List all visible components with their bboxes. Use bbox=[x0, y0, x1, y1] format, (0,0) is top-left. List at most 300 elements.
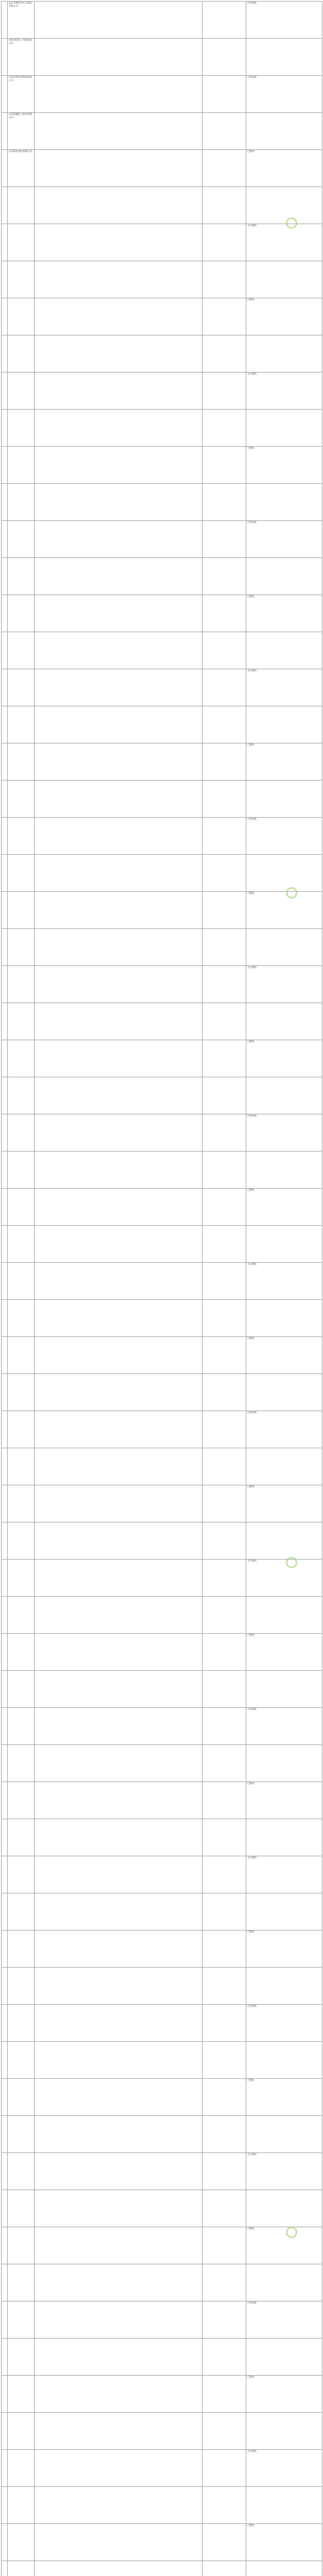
company-name bbox=[8, 1856, 35, 1893]
rectification-content bbox=[35, 595, 202, 632]
table-row bbox=[2, 447, 322, 484]
row-number bbox=[2, 447, 8, 484]
company-name bbox=[8, 372, 35, 410]
rectification-date bbox=[202, 2338, 246, 2376]
rectification-content bbox=[35, 892, 202, 929]
company-name bbox=[8, 1300, 35, 1337]
table-row bbox=[2, 2561, 322, 2576]
rectification-date bbox=[202, 781, 246, 818]
rectification-status bbox=[246, 113, 322, 150]
rectification-date bbox=[202, 372, 246, 410]
company-name bbox=[8, 224, 35, 261]
row-number bbox=[2, 2301, 8, 2338]
rectification-date bbox=[202, 706, 246, 743]
company-name bbox=[8, 2042, 35, 2079]
rectification-status: 已整改 bbox=[246, 892, 322, 929]
rectification-date bbox=[202, 2153, 246, 2190]
rectification-date bbox=[202, 1560, 246, 1597]
rectification-status: 已整改 bbox=[246, 2524, 322, 2561]
row-number bbox=[2, 595, 8, 632]
rectification-content bbox=[35, 1930, 202, 1968]
rectification-content bbox=[35, 1745, 202, 1782]
company-name bbox=[8, 2561, 35, 2576]
rectification-content bbox=[35, 1300, 202, 1337]
rectification-status: 已经验收 bbox=[246, 2005, 322, 2042]
table-row bbox=[2, 224, 322, 261]
company-name bbox=[8, 781, 35, 818]
row-number bbox=[2, 2450, 8, 2487]
rectification-status bbox=[246, 929, 322, 966]
row-number bbox=[2, 2264, 8, 2301]
table-row bbox=[2, 1819, 322, 1856]
rectification-date bbox=[202, 2264, 246, 2301]
table-row bbox=[2, 1782, 322, 1819]
rectification-status bbox=[246, 1819, 322, 1856]
rectification-date bbox=[202, 521, 246, 558]
rectification-status: 已经验收 bbox=[246, 1708, 322, 1745]
rectification-status bbox=[246, 2338, 322, 2376]
rectification-content bbox=[35, 1819, 202, 1856]
row-number bbox=[2, 1782, 8, 1819]
row-number bbox=[2, 1597, 8, 1634]
company-name bbox=[8, 1485, 35, 1522]
row-number bbox=[2, 335, 8, 372]
rectification-status: 已整改 bbox=[246, 1337, 322, 1374]
table-row bbox=[2, 855, 322, 892]
rectification-content bbox=[35, 1671, 202, 1708]
rectification-table bbox=[1, 1, 322, 2576]
rectification-status bbox=[246, 2116, 322, 2153]
rectification-content bbox=[35, 1856, 202, 1893]
row-number bbox=[2, 2413, 8, 2450]
company-name bbox=[8, 1522, 35, 1560]
rectification-content bbox=[35, 39, 202, 76]
row-number bbox=[2, 1151, 8, 1189]
rectification-content bbox=[35, 447, 202, 484]
table-row bbox=[2, 1560, 322, 1597]
company-name bbox=[8, 2227, 35, 2264]
rectification-date bbox=[202, 1374, 246, 1411]
rectification-date bbox=[202, 187, 246, 224]
rectification-date bbox=[202, 335, 246, 372]
rectification-status bbox=[246, 1374, 322, 1411]
row-number bbox=[2, 558, 8, 595]
table-row bbox=[2, 2413, 322, 2450]
company-name bbox=[8, 2487, 35, 2524]
row-number bbox=[2, 1671, 8, 1708]
rectification-date bbox=[202, 2301, 246, 2338]
rectification-content bbox=[35, 2153, 202, 2190]
row-number bbox=[2, 1968, 8, 2005]
table-row bbox=[2, 1040, 322, 1077]
table-row bbox=[2, 2, 322, 39]
rectification-content bbox=[35, 2079, 202, 2116]
row-number bbox=[2, 669, 8, 706]
rectification-status bbox=[246, 1226, 322, 1263]
watermark-logo bbox=[285, 2226, 321, 2240]
row-number bbox=[2, 1634, 8, 1671]
rectification-status: 已整改 bbox=[246, 298, 322, 335]
table-row bbox=[2, 39, 322, 76]
row-number bbox=[2, 150, 8, 187]
table-row bbox=[2, 2005, 322, 2042]
company-name bbox=[8, 1560, 35, 1597]
rectification-content bbox=[35, 521, 202, 558]
rectification-date bbox=[202, 1819, 246, 1856]
company-name: 山东东明石化集团有限公司 bbox=[8, 76, 35, 113]
company-name bbox=[8, 2376, 35, 2413]
row-number bbox=[2, 2005, 8, 2042]
table-row bbox=[2, 669, 322, 706]
company-name bbox=[8, 2079, 35, 2116]
rectification-status: 已整改 bbox=[246, 1189, 322, 1226]
company-name bbox=[8, 818, 35, 855]
company-name bbox=[8, 2005, 35, 2042]
rectification-status: 正在整改 bbox=[246, 1856, 322, 1893]
company-name bbox=[8, 1077, 35, 1114]
table-row bbox=[2, 1226, 322, 1263]
rectification-status bbox=[246, 781, 322, 818]
company-name bbox=[8, 1151, 35, 1189]
table-row bbox=[2, 2450, 322, 2487]
company-name bbox=[8, 892, 35, 929]
company-name bbox=[8, 187, 35, 224]
table-row bbox=[2, 113, 322, 150]
rectification-date bbox=[202, 76, 246, 113]
table-row bbox=[2, 76, 322, 113]
rectification-status bbox=[246, 1745, 322, 1782]
rectification-content bbox=[35, 2413, 202, 2450]
rectification-date bbox=[202, 1485, 246, 1522]
row-number bbox=[2, 1411, 8, 1448]
rectification-status bbox=[246, 2042, 322, 2079]
rectification-content bbox=[35, 2116, 202, 2153]
rectification-content bbox=[35, 1374, 202, 1411]
rectification-date bbox=[202, 1930, 246, 1968]
row-number bbox=[2, 1337, 8, 1374]
row-number bbox=[2, 632, 8, 669]
rectification-status: 已整改 bbox=[246, 2376, 322, 2413]
rectification-date bbox=[202, 2, 246, 39]
company-name bbox=[8, 1597, 35, 1634]
table-row bbox=[2, 1671, 322, 1708]
rectification-status: 已整改 bbox=[246, 150, 322, 187]
row-number bbox=[2, 929, 8, 966]
row-number bbox=[2, 2, 8, 39]
rectification-content bbox=[35, 2450, 202, 2487]
table-row bbox=[2, 1893, 322, 1930]
table-row bbox=[2, 1003, 322, 1040]
company-name bbox=[8, 447, 35, 484]
row-number bbox=[2, 1077, 8, 1114]
company-name bbox=[8, 558, 35, 595]
table-body bbox=[2, 2, 322, 2576]
table-row bbox=[2, 2153, 322, 2190]
row-number bbox=[2, 2042, 8, 2079]
rectification-content bbox=[35, 1189, 202, 1226]
rectification-date bbox=[202, 113, 246, 150]
rectification-date bbox=[202, 1411, 246, 1448]
table-row bbox=[2, 2190, 322, 2227]
table-row bbox=[2, 2301, 322, 2338]
company-name bbox=[8, 2338, 35, 2376]
company-name bbox=[8, 1337, 35, 1374]
company-name bbox=[8, 2264, 35, 2301]
rectification-date bbox=[202, 818, 246, 855]
rectification-date bbox=[202, 2450, 246, 2487]
company-name bbox=[8, 1782, 35, 1819]
rectification-content bbox=[35, 335, 202, 372]
rectification-status bbox=[246, 335, 322, 372]
rectification-content bbox=[35, 929, 202, 966]
table-row bbox=[2, 2264, 322, 2301]
table-row bbox=[2, 1856, 322, 1893]
rectification-date bbox=[202, 2190, 246, 2227]
rectification-status bbox=[246, 2190, 322, 2227]
row-number bbox=[2, 224, 8, 261]
rectification-content bbox=[35, 2264, 202, 2301]
rectification-date bbox=[202, 2413, 246, 2450]
rectification-date bbox=[202, 1003, 246, 1040]
table-row bbox=[2, 2524, 322, 2561]
rectification-content bbox=[35, 150, 202, 187]
company-name bbox=[8, 1411, 35, 1448]
table-row bbox=[2, 1337, 322, 1374]
rectification-date bbox=[202, 1893, 246, 1930]
table-row bbox=[2, 1597, 322, 1634]
rectification-status bbox=[246, 1597, 322, 1634]
row-number bbox=[2, 1930, 8, 1968]
rectification-date bbox=[202, 855, 246, 892]
watermark-ring-icon bbox=[286, 887, 297, 899]
rectification-content bbox=[35, 2042, 202, 2079]
company-name bbox=[8, 2413, 35, 2450]
row-number bbox=[2, 2487, 8, 2524]
company-name bbox=[8, 1263, 35, 1300]
rectification-content bbox=[35, 1560, 202, 1597]
rectification-content bbox=[35, 2, 202, 39]
company-name bbox=[8, 929, 35, 966]
rectification-status: 已经验收 bbox=[246, 2301, 322, 2338]
rectification-content bbox=[35, 1040, 202, 1077]
table-row bbox=[2, 1411, 322, 1448]
rectification-status bbox=[246, 1300, 322, 1337]
row-number bbox=[2, 39, 8, 76]
table-row bbox=[2, 781, 322, 818]
table-row bbox=[2, 261, 322, 298]
rectification-date bbox=[202, 966, 246, 1003]
company-name bbox=[8, 2190, 35, 2227]
rectification-status bbox=[246, 1522, 322, 1560]
table-row bbox=[2, 595, 322, 632]
table-row bbox=[2, 1968, 322, 2005]
company-name bbox=[8, 1003, 35, 1040]
rectification-content bbox=[35, 2227, 202, 2264]
table-row bbox=[2, 966, 322, 1003]
rectification-date bbox=[202, 39, 246, 76]
row-number bbox=[2, 1226, 8, 1263]
rectification-status: 正在整改 bbox=[246, 669, 322, 706]
row-number bbox=[2, 484, 8, 521]
rectification-status: 正在整改 bbox=[246, 224, 322, 261]
rectification-date bbox=[202, 1077, 246, 1114]
rectification-status bbox=[246, 484, 322, 521]
table-row bbox=[2, 1485, 322, 1522]
watermark-logo bbox=[285, 216, 321, 231]
table-row bbox=[2, 187, 322, 224]
rectification-content bbox=[35, 1114, 202, 1151]
row-number bbox=[2, 2561, 8, 2576]
watermark-ring-icon bbox=[286, 1557, 297, 1568]
rectification-content bbox=[35, 1485, 202, 1522]
row-number bbox=[2, 1522, 8, 1560]
company-name bbox=[8, 2153, 35, 2190]
rectification-content bbox=[35, 1968, 202, 2005]
rectification-date bbox=[202, 1968, 246, 2005]
table-row bbox=[2, 1114, 322, 1151]
rectification-content bbox=[35, 224, 202, 261]
company-name bbox=[8, 1374, 35, 1411]
rectification-content bbox=[35, 632, 202, 669]
rectification-status bbox=[246, 1151, 322, 1189]
rectification-date bbox=[202, 1856, 246, 1893]
watermark-ring-icon bbox=[286, 2227, 297, 2238]
rectification-status: 正在整改 bbox=[246, 372, 322, 410]
rectification-date bbox=[202, 1263, 246, 1300]
rectification-status bbox=[246, 1893, 322, 1930]
rectification-status bbox=[246, 632, 322, 669]
row-number bbox=[2, 743, 8, 781]
rectification-status bbox=[246, 706, 322, 743]
row-number bbox=[2, 298, 8, 335]
rectification-content bbox=[35, 113, 202, 150]
table-row bbox=[2, 372, 322, 410]
row-number bbox=[2, 261, 8, 298]
watermark-ring-icon bbox=[286, 217, 297, 229]
row-number bbox=[2, 2227, 8, 2264]
rectification-date bbox=[202, 2524, 246, 2561]
company-name bbox=[8, 521, 35, 558]
rectification-content bbox=[35, 372, 202, 410]
rectification-content bbox=[35, 1708, 202, 1745]
table-row bbox=[2, 558, 322, 595]
row-number bbox=[2, 372, 8, 410]
rectification-date bbox=[202, 632, 246, 669]
rectification-content bbox=[35, 1893, 202, 1930]
row-number bbox=[2, 1114, 8, 1151]
row-number bbox=[2, 2079, 8, 2116]
rectification-date bbox=[202, 892, 246, 929]
rectification-status bbox=[246, 39, 322, 76]
row-number bbox=[2, 2524, 8, 2561]
rectification-date bbox=[202, 1745, 246, 1782]
company-name bbox=[8, 1448, 35, 1485]
rectification-status: 已整改 bbox=[246, 595, 322, 632]
company-name bbox=[8, 1226, 35, 1263]
row-number bbox=[2, 1448, 8, 1485]
row-number bbox=[2, 2338, 8, 2376]
row-number bbox=[2, 1300, 8, 1337]
row-number bbox=[2, 113, 8, 150]
rectification-content bbox=[35, 818, 202, 855]
row-number bbox=[2, 1003, 8, 1040]
rectification-date bbox=[202, 1151, 246, 1189]
rectification-status: 已经验收 bbox=[246, 1114, 322, 1151]
company-name bbox=[8, 1189, 35, 1226]
table-row bbox=[2, 335, 322, 372]
row-number bbox=[2, 892, 8, 929]
company-name bbox=[8, 1893, 35, 1930]
rectification-date bbox=[202, 2487, 246, 2524]
rectification-status bbox=[246, 410, 322, 447]
company-name bbox=[8, 595, 35, 632]
rectification-content bbox=[35, 558, 202, 595]
company-name bbox=[8, 1745, 35, 1782]
rectification-date bbox=[202, 1782, 246, 1819]
row-number bbox=[2, 1189, 8, 1226]
rectification-date bbox=[202, 743, 246, 781]
rectification-content bbox=[35, 1634, 202, 1671]
rectification-date bbox=[202, 410, 246, 447]
rectification-content bbox=[35, 2005, 202, 2042]
row-number bbox=[2, 1893, 8, 1930]
table-row bbox=[2, 632, 322, 669]
table-row bbox=[2, 1151, 322, 1189]
rectification-status: 已整改 bbox=[246, 743, 322, 781]
company-name bbox=[8, 632, 35, 669]
rectification-date bbox=[202, 2116, 246, 2153]
row-number bbox=[2, 2190, 8, 2227]
rectification-status bbox=[246, 2561, 322, 2576]
rectification-content bbox=[35, 1782, 202, 1819]
company-name bbox=[8, 1819, 35, 1856]
rectification-status: 已经验收 bbox=[246, 1411, 322, 1448]
table-row bbox=[2, 1077, 322, 1114]
rectification-date bbox=[202, 2079, 246, 2116]
rectification-content bbox=[35, 1003, 202, 1040]
row-number bbox=[2, 818, 8, 855]
rectification-date bbox=[202, 2376, 246, 2413]
rectification-status: 已经验收 bbox=[246, 76, 322, 113]
row-number bbox=[2, 76, 8, 113]
rectification-status: 已整改 bbox=[246, 1930, 322, 1968]
rectification-status: 已经验收 bbox=[246, 818, 322, 855]
table-row bbox=[2, 818, 322, 855]
table-row bbox=[2, 929, 322, 966]
row-number bbox=[2, 1263, 8, 1300]
table-row bbox=[2, 1745, 322, 1782]
table-row bbox=[2, 1448, 322, 1485]
rectification-status: 已经验收 bbox=[246, 521, 322, 558]
table-row bbox=[2, 2376, 322, 2413]
rectification-date bbox=[202, 1114, 246, 1151]
table-row bbox=[2, 2338, 322, 2376]
table-row bbox=[2, 1634, 322, 1671]
rectification-content bbox=[35, 2561, 202, 2576]
rectification-status: 正在整改 bbox=[246, 1263, 322, 1300]
rectification-status bbox=[246, 1448, 322, 1485]
rectification-status: 已整改 bbox=[246, 1634, 322, 1671]
rectification-content bbox=[35, 781, 202, 818]
rectification-date bbox=[202, 224, 246, 261]
company-name bbox=[8, 706, 35, 743]
rectification-content bbox=[35, 1151, 202, 1189]
row-number bbox=[2, 706, 8, 743]
rectification-content bbox=[35, 1337, 202, 1374]
company-name bbox=[8, 669, 35, 706]
rectification-status: 正在整改 bbox=[246, 2153, 322, 2190]
rectification-content bbox=[35, 2338, 202, 2376]
